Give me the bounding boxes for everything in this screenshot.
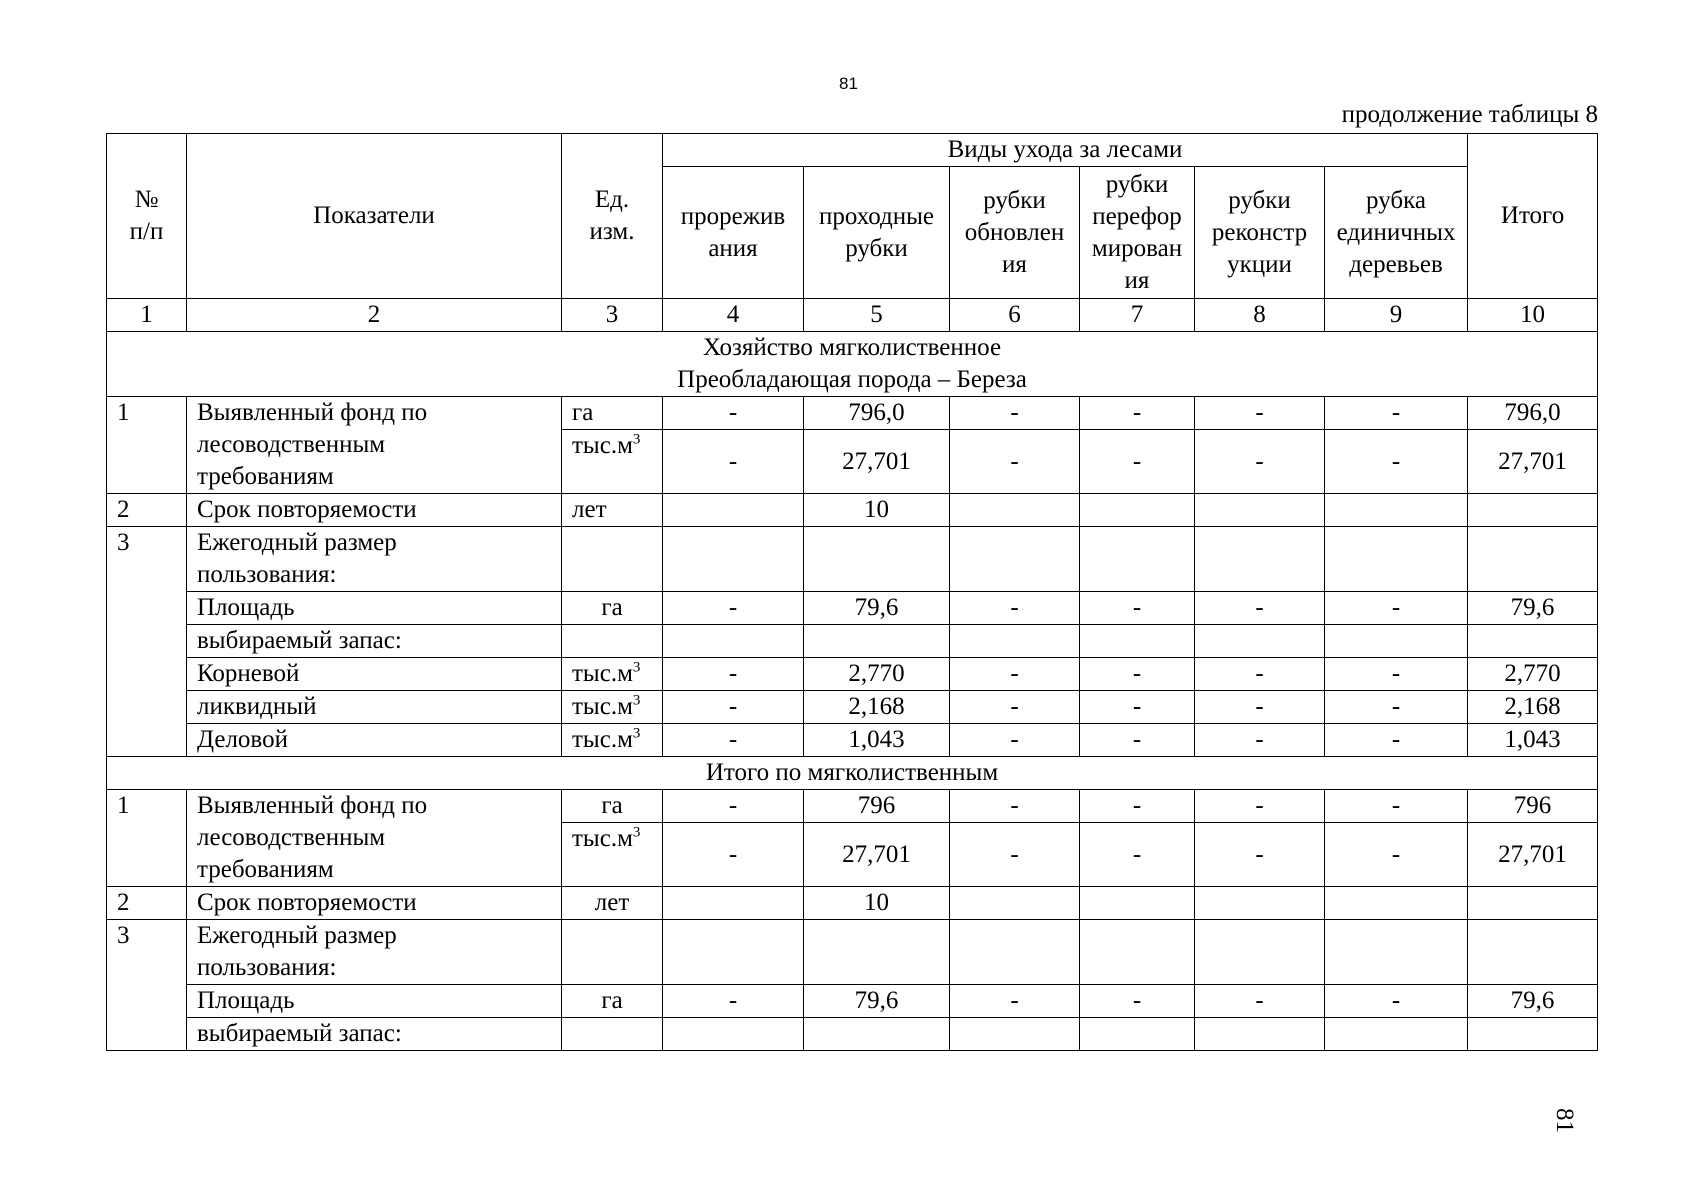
value-cell: -	[663, 430, 804, 494]
value-cell: -	[663, 985, 804, 1018]
header-col-passage-cutting: проходные рубки	[804, 167, 950, 299]
col-number: 6	[950, 299, 1080, 332]
table-row	[107, 494, 1598, 527]
value-cell: -	[1080, 691, 1195, 724]
header-total: Итого	[1468, 134, 1598, 299]
value-cell: -	[950, 790, 1080, 823]
value-cell: -	[1325, 430, 1468, 494]
row-label: Ежегодный размер пользования:	[187, 920, 562, 985]
col-number: 9	[1325, 299, 1468, 332]
value-cell: -	[663, 592, 804, 625]
unit-cell: га	[562, 985, 663, 1018]
unit-cell: $тыс.м^3$	[562, 658, 663, 691]
total-cell: 1,043	[1468, 724, 1598, 757]
table-row	[107, 920, 1598, 985]
total-cell: 796	[1468, 790, 1598, 823]
unit-cell: га	[562, 790, 663, 823]
table-row	[107, 397, 1598, 430]
value-cell: -	[663, 823, 804, 887]
value-cell: -	[1080, 397, 1195, 430]
value-cell: -	[1195, 985, 1325, 1018]
value-cell	[663, 887, 804, 920]
unit-cell: лет	[562, 887, 663, 920]
total-cell: 79,6	[1468, 592, 1598, 625]
col-number: 10	[1468, 299, 1598, 332]
unit-cell: га	[562, 397, 663, 430]
column-number-row	[107, 299, 1598, 332]
value-cell: -	[1195, 691, 1325, 724]
header-col-reconstruction-cutting: рубки реконстр укции	[1195, 167, 1325, 299]
value-cell: -	[1325, 658, 1468, 691]
table-row	[107, 658, 1598, 691]
table-row	[107, 592, 1598, 625]
unit-cell: $тыс.м^3$	[562, 724, 663, 757]
value-cell: -	[1080, 724, 1195, 757]
table-row	[107, 1018, 1598, 1051]
value-cell: -	[1325, 790, 1468, 823]
row-label: выбираемый запас:	[187, 1018, 562, 1051]
value-cell: 27,701	[804, 823, 950, 887]
value-cell: 796	[804, 790, 950, 823]
value-cell: -	[950, 592, 1080, 625]
row-label: Деловой	[187, 724, 562, 757]
value-cell: -	[1080, 985, 1195, 1018]
value-cell: 2,168	[804, 691, 950, 724]
value-cell: -	[1195, 823, 1325, 887]
value-cell: -	[950, 658, 1080, 691]
value-cell: -	[1080, 658, 1195, 691]
header-col-renewal-cutting: рубки обновлен ия	[950, 167, 1080, 299]
value-cell: -	[1080, 823, 1195, 887]
col-number: 1	[107, 299, 187, 332]
value-cell: -	[1325, 691, 1468, 724]
value-cell: 10	[804, 887, 950, 920]
unit-cell: $тыс.м^3$	[562, 823, 663, 887]
value-cell: -	[950, 985, 1080, 1018]
col-number: 3	[562, 299, 663, 332]
value-cell: -	[1080, 790, 1195, 823]
value-cell	[950, 887, 1080, 920]
col-number: 2	[187, 299, 562, 332]
unit-cell: $тыс.м^3$	[562, 430, 663, 494]
row-number: 1	[107, 790, 187, 887]
value-cell: 796,0	[804, 397, 950, 430]
page-number: 81	[839, 74, 858, 93]
value-cell: -	[663, 691, 804, 724]
value-cell: -	[663, 724, 804, 757]
value-cell: -	[950, 691, 1080, 724]
header-unit: Ед. изм.	[562, 134, 663, 299]
value-cell: 79,6	[804, 985, 950, 1018]
header-indicator: Показатели	[187, 134, 562, 299]
value-cell: -	[1195, 658, 1325, 691]
row-number: 3	[107, 527, 187, 757]
value-cell: -	[950, 430, 1080, 494]
value-cell: -	[950, 397, 1080, 430]
row-number: 2	[107, 887, 187, 920]
total-cell: 2,168	[1468, 691, 1598, 724]
value-cell: 10	[804, 494, 950, 527]
value-cell: 27,701	[804, 430, 950, 494]
value-cell	[1195, 494, 1325, 527]
table-row	[107, 887, 1598, 920]
total-cell: 796,0	[1468, 397, 1598, 430]
value-cell: -	[1195, 592, 1325, 625]
row-label: ликвидный	[187, 691, 562, 724]
value-cell: -	[950, 724, 1080, 757]
value-cell: -	[1195, 397, 1325, 430]
row-label: Площадь	[187, 592, 562, 625]
value-cell: -	[1080, 430, 1195, 494]
value-cell: 1,043	[804, 724, 950, 757]
total-cell: 27,701	[1468, 823, 1598, 887]
value-cell	[1325, 494, 1468, 527]
value-cell	[1325, 887, 1468, 920]
header-num: № п/п	[107, 134, 187, 299]
value-cell: -	[663, 658, 804, 691]
value-cell: -	[1325, 823, 1468, 887]
unit-cell: $тыс.м^3$	[562, 691, 663, 724]
value-cell: -	[1195, 430, 1325, 494]
value-cell: 79,6	[804, 592, 950, 625]
unit-cell: га	[562, 592, 663, 625]
header-col-reformation-cutting: рубки перефор мирован ия	[1080, 167, 1195, 299]
row-number: 1	[107, 397, 187, 494]
value-cell: -	[1080, 592, 1195, 625]
total-cell: 2,770	[1468, 658, 1598, 691]
header-col-single-tree-cutting: рубка единичных деревьев	[1325, 167, 1468, 299]
table-continuation-note: продолжение таблицы 8	[1341, 101, 1598, 128]
row-label: Срок повторяемости	[187, 494, 562, 527]
value-cell: -	[1195, 724, 1325, 757]
col-number: 5	[804, 299, 950, 332]
row-number: 3	[107, 920, 187, 1051]
col-number: 7	[1080, 299, 1195, 332]
value-cell: -	[1325, 397, 1468, 430]
table-row	[107, 691, 1598, 724]
section-title-softwood-total: Итого по мягколиственным	[107, 757, 1598, 790]
value-cell: -	[1325, 724, 1468, 757]
row-label: Корневой	[187, 658, 562, 691]
table-row	[107, 985, 1598, 1018]
forest-care-table	[106, 133, 1598, 1051]
unit-cell: лет	[562, 494, 663, 527]
row-label: Ежегодный размер пользования:	[187, 527, 562, 592]
table-row	[107, 724, 1598, 757]
value-cell	[950, 494, 1080, 527]
header-col-thinning: прорежив ания	[663, 167, 804, 299]
header-care-types: Виды ухода за лесами	[663, 134, 1468, 167]
table-row	[107, 527, 1598, 592]
col-number: 4	[663, 299, 804, 332]
value-cell: -	[663, 790, 804, 823]
total-cell	[1468, 887, 1598, 920]
value-cell: -	[1195, 790, 1325, 823]
section-title-softwood-birch: Хозяйство мягколиственное Преобладающая порода – Береза	[107, 332, 1598, 397]
value-cell	[663, 494, 804, 527]
total-cell	[1468, 494, 1598, 527]
row-number: 2	[107, 494, 187, 527]
value-cell: 2,770	[804, 658, 950, 691]
table-row	[107, 790, 1598, 823]
side-page-number: 81	[1551, 1108, 1578, 1133]
row-label: Площадь	[187, 985, 562, 1018]
row-label: выбираемый запас:	[187, 625, 562, 658]
value-cell: -	[1325, 592, 1468, 625]
row-label: Выявленный фонд по лесоводственным требованиям	[187, 790, 562, 887]
value-cell: -	[1325, 985, 1468, 1018]
row-label: Срок повторяемости	[187, 887, 562, 920]
table-row	[107, 625, 1598, 658]
value-cell: -	[663, 397, 804, 430]
col-number: 8	[1195, 299, 1325, 332]
value-cell	[1080, 887, 1195, 920]
value-cell: -	[950, 823, 1080, 887]
row-label: Выявленный фонд по лесоводственным требованиям	[187, 397, 562, 494]
value-cell	[1080, 494, 1195, 527]
value-cell	[1195, 887, 1325, 920]
total-cell: 79,6	[1468, 985, 1598, 1018]
total-cell: 27,701	[1468, 430, 1598, 494]
